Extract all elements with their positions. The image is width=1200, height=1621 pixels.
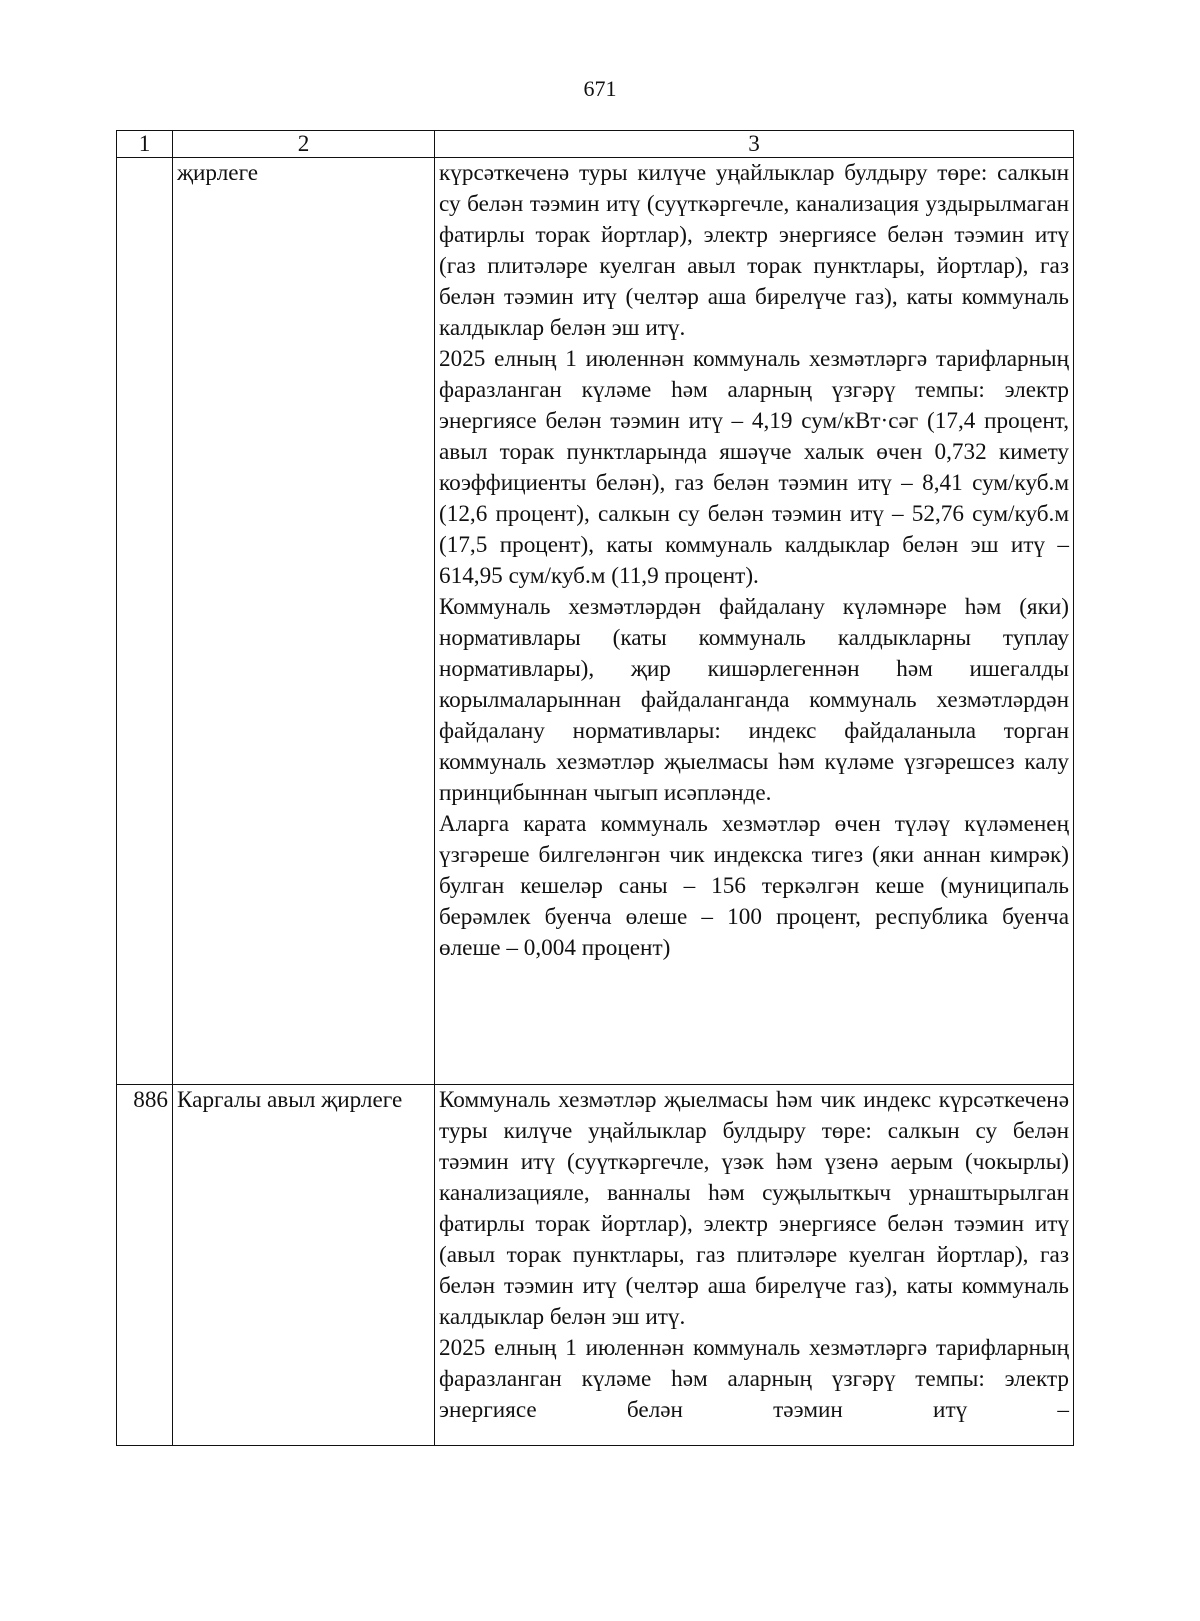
page-number: 671 (583, 76, 617, 101)
column-header-2: 2 (173, 131, 435, 158)
column-header-1: 1 (117, 131, 173, 158)
row-number (117, 158, 173, 1085)
settlement-name: Каргалы авыл җирлеге (173, 1085, 435, 1446)
settlement-name: җирлеге (173, 158, 435, 1085)
table-row (117, 1085, 1074, 1446)
tariff-table (116, 130, 1074, 1446)
content-paragraph: Коммуналь хезмәтләрдән файдалану күләмнәре һәм (яки) нормативлары (каты коммуналь калдыкларны туплау нормативлары), җир кишәрлегеннән һәм ишегалды корылмаларыннан файдаланганда коммуналь хезмәтләрдән файдалану нормативлары: индекс файдаланыла торган коммуналь хезмәтләр җыелмасы һәм күләме үзгәрешсез калу принцибыннан чыгып исәпләнде. (439, 594, 1069, 806)
column-header-3: 3 (435, 131, 1074, 158)
content-paragraph: 2025 елның 1 июленнән коммуналь хезмәтләргә тарифларның фаразланган күләме һәм аларның үзгәрү темпы: электр энергиясе белән тәэмин итү – 4,19 сум/кВт·сәг (17,4 процент, авыл торак пунктларында яшәүче халык өчен 0,732 кимету коэффициенты белән), газ белән тәэмин итү – 8,41 сум/куб.м (12,6 процент), салкын су белән тәэмин итү – 52,76 сум/куб.м (17,5 процент), каты коммуналь калдыклар белән эш итү – 614,95 сум/куб.м (11,9 процент). (439, 346, 1069, 589)
content-paragraph: 2025 елның 1 июленнән коммуналь хезмәтләргә тарифларның фаразланган күләме һәм аларның үзгәрү темпы: электр энергиясе белән тәэмин итү – (439, 1335, 1069, 1423)
row-content (435, 1085, 1074, 1446)
row-content (435, 158, 1074, 1085)
table-row (117, 158, 1074, 1085)
content-paragraph: Аларга карата коммуналь хезмәтләр өчен түләү күләменең үзгәреше билгеләнгән чик индекска тигез (яки аннан кимрәк) булган кешеләр саны – 156 теркәлгән кеше (муниципаль берәмлек буенча өлеше – 100 процент, республика буенча өлеше – 0,004 процент) (439, 811, 1069, 961)
content-paragraph: Коммуналь хезмәтләр җыелмасы һәм чик индекс күрсәткеченә туры килүче уңайлыклар булдыру төре: салкын су белән тәэмин итү (суүткәргечле, үзәк һәм үзенә аерым (чокырлы) канализацияле, ванналы һәм суҗылыткыч урнаштырылган фатирлы торак йортлар), электр энергиясе белән тәэмин итү (авыл торак пунктлары, газ плитәләре куелган йортлар), газ белән тәэмин итү (челтәр аша бирелүче газ), каты коммуналь калдыклар белән эш итү. (439, 1087, 1069, 1330)
table-header-row (117, 131, 1074, 158)
content-paragraph: күрсәткеченә туры килүче уңайлыклар булдыру төре: салкын су белән тәэмин итү (суүткәргечле, канализация уздырылмаган фатирлы торак йортлар), электр энергиясе белән тәэмин итү (газ плитәләре куелган авыл торак пунктлары, йортлар), газ белән тәэмин итү (челтәр аша бирелүче газ), каты коммуналь калдыклар белән эш итү. (439, 160, 1069, 341)
row-number: 886 (117, 1085, 173, 1446)
